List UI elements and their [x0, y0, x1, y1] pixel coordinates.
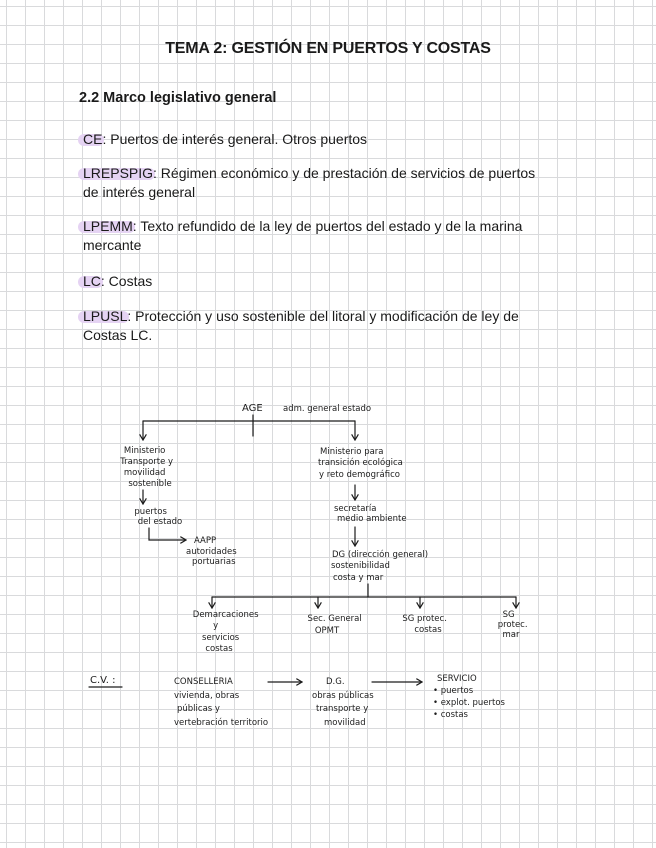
root-note: adm. general estado	[283, 404, 372, 414]
definition-abbr: LREPSPIG:	[83, 165, 157, 181]
left-ministry-node: Ministerio Transporte y movilidad sostenible	[120, 446, 174, 489]
definition-abbr: CE:	[83, 131, 107, 147]
definition-lpemm	[83, 217, 553, 255]
definition-ce	[83, 130, 553, 149]
secretaria-node: secretaría medio ambiente	[334, 504, 407, 524]
cv-label: C.V. :	[90, 675, 116, 686]
definition-lc	[83, 272, 553, 291]
definition-text: Texto refundido de la ley de puertos del estado y de la marina mercante	[83, 218, 523, 253]
demarcaciones-node: Demarcaciones y servicios costas	[192, 610, 259, 654]
definition-text: Puertos de interés general. Otros puertos	[106, 131, 368, 147]
sg-costas-node: SG protec. costas	[402, 614, 447, 635]
right-ministry-node: Ministerio para transición ecológica y reto demográfico	[318, 447, 403, 480]
definition-text: Costas	[104, 273, 153, 289]
definition-text: Régimen económico y de prestación de servicios de puertos de interés general	[83, 165, 536, 200]
sec-general-node: Sec. General OPMT	[307, 614, 362, 636]
definition-lpusl	[83, 307, 553, 345]
sg-mar-node: SG protec. mar	[497, 610, 528, 640]
cv-dg-node: D.G. obras públicas transporte y movilidad	[312, 677, 374, 728]
definition-lrepspig	[83, 164, 553, 202]
servicio-node: SERVICIO • puertos • explot. puertos • costas	[433, 674, 505, 720]
definition-abbr: LPUSL:	[83, 308, 132, 324]
section-heading: 2.2 Marco legislativo general	[79, 90, 277, 106]
puertos-estado-node: puertos del estado	[134, 507, 183, 527]
definition-abbr: LPEMM:	[83, 218, 137, 234]
page-title: TEMA 2: GESTIÓN EN PUERTOS Y COSTAS	[165, 40, 491, 57]
root-node: AGE	[242, 403, 263, 414]
dg-node: DG (dirección general) sostenibilidad costa y mar	[331, 550, 429, 583]
definition-abbr: LC:	[83, 273, 105, 289]
conselleria-node: CONSELLERIA vivienda, obras públicas y vertebración territorio	[174, 677, 269, 728]
definition-text: Protección y uso sostenible del litoral y modificación de ley de Costas LC.	[83, 308, 519, 343]
appp-node: AAPP autoridades portuarias	[186, 536, 237, 567]
